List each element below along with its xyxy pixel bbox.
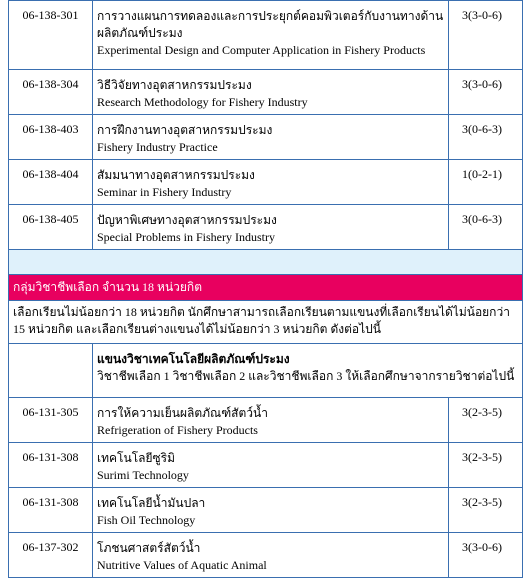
table-row	[9, 205, 523, 250]
course-name-en: Research Methodology for Fishery Industry	[97, 95, 308, 109]
course-code: 06-138-304	[9, 70, 93, 115]
course-credit: 1(0-2-1)	[449, 160, 523, 205]
course-name	[93, 205, 449, 250]
course-name-en: Refrigeration of Fishery Products	[97, 423, 258, 437]
course-credit: 3(3-0-6)	[449, 70, 523, 115]
course-name-th: วิธีวิจัยทางอุตสาหกรรมประมง	[97, 78, 252, 92]
course-name-en: Surimi Technology	[97, 468, 189, 482]
course-code: 06-138-404	[9, 160, 93, 205]
group-note: เลือกเรียนไม่น้อยกว่า 18 หน่วยกิต นักศึกษาสามารถเลือกเรียนตามแขนงที่เลือกเรียนได้ไม่น้อยกว่า 15 หน่วยกิต และเลือกเรียนต่างแขนงได้ไม่น้อยกว่า 3 หน่วยกิต ดังต่อไปนี้	[9, 301, 523, 344]
track-row	[9, 344, 523, 398]
course-name-en: Seminar in Fishery Industry	[97, 185, 232, 199]
course-code: 06-138-403	[9, 115, 93, 160]
group-header: กลุ่มวิชาชีพเลือก จำนวน 18 หน่วยกิต	[9, 275, 523, 301]
course-name-th: เทคโนโลยีน้ำมันปลา	[97, 496, 206, 510]
course-name-th: โภชนศาสตร์สัตว์น้ำ	[97, 541, 201, 555]
group-note-row	[9, 301, 523, 344]
course-name-th: การฝึกงานทางอุตสาหกรรมประมง	[97, 123, 273, 137]
course-name-th: การให้ความเย็นผลิตภัณฑ์สัตว์น้ำ	[97, 406, 268, 420]
course-name	[93, 115, 449, 160]
course-code: 06-137-302	[9, 533, 93, 578]
course-name	[93, 488, 449, 533]
course-name	[93, 398, 449, 443]
table-row	[9, 398, 523, 443]
course-credit: 3(2-3-5)	[449, 398, 523, 443]
section-spacer	[9, 250, 523, 275]
course-code: 06-138-405	[9, 205, 93, 250]
course-credit: 3(3-0-6)	[449, 1, 523, 70]
curriculum-table-wrapper	[8, 0, 522, 578]
course-code: 06-131-308	[9, 488, 93, 533]
course-name	[93, 160, 449, 205]
course-name-th: เทคโนโลยีซูริมิ	[97, 451, 176, 465]
course-credit: 3(0-6-3)	[449, 205, 523, 250]
track-block	[93, 344, 523, 398]
course-credit: 3(3-0-6)	[449, 533, 523, 578]
course-code: 06-131-305	[9, 398, 93, 443]
course-name-th: สัมมนาทางอุตสาหกรรมประมง	[97, 168, 255, 182]
course-name-th: การวางแผนการทดลองและการประยุกต์คอมพิวเตอร์กับงานทางด้านผลิตภัณฑ์ประมง	[97, 9, 444, 40]
table-row	[9, 443, 523, 488]
course-name-en: Special Problems in Fishery Industry	[97, 230, 275, 244]
course-code: 06-138-301	[9, 1, 93, 70]
course-name-en: Fishery Industry Practice	[97, 140, 218, 154]
course-name-th: ปัญหาพิเศษทางอุตสาหกรรมประมง	[97, 213, 277, 227]
course-code: 06-131-308	[9, 443, 93, 488]
curriculum-table	[8, 0, 523, 578]
track-title: แขนงวิชาเทคโนโลยีผลิตภัณฑ์ประมง	[97, 352, 290, 366]
group-header-row	[9, 275, 523, 301]
table-row	[9, 70, 523, 115]
table-row	[9, 1, 523, 70]
table-row	[9, 160, 523, 205]
course-name-en: Nutritive Values of Aquatic Animal	[97, 558, 267, 572]
course-name-en: Fish Oil Technology	[97, 513, 196, 527]
track-description: วิชาชีพเลือก 1 วิชาชีพเลือก 2 และวิชาชีพเลือก 3 ให้เลือกศึกษาจากรายวิชาต่อไปนี้	[97, 369, 515, 383]
course-credit: 3(0-6-3)	[449, 115, 523, 160]
course-name	[93, 533, 449, 578]
course-credit: 3(2-3-5)	[449, 488, 523, 533]
course-name-en: Experimental Design and Computer Application in Fishery Products	[97, 43, 426, 57]
table-row	[9, 488, 523, 533]
course-credit: 3(2-3-5)	[449, 443, 523, 488]
table-row	[9, 115, 523, 160]
table-row	[9, 533, 523, 578]
course-name	[93, 1, 449, 70]
course-name	[93, 70, 449, 115]
course-name	[93, 443, 449, 488]
